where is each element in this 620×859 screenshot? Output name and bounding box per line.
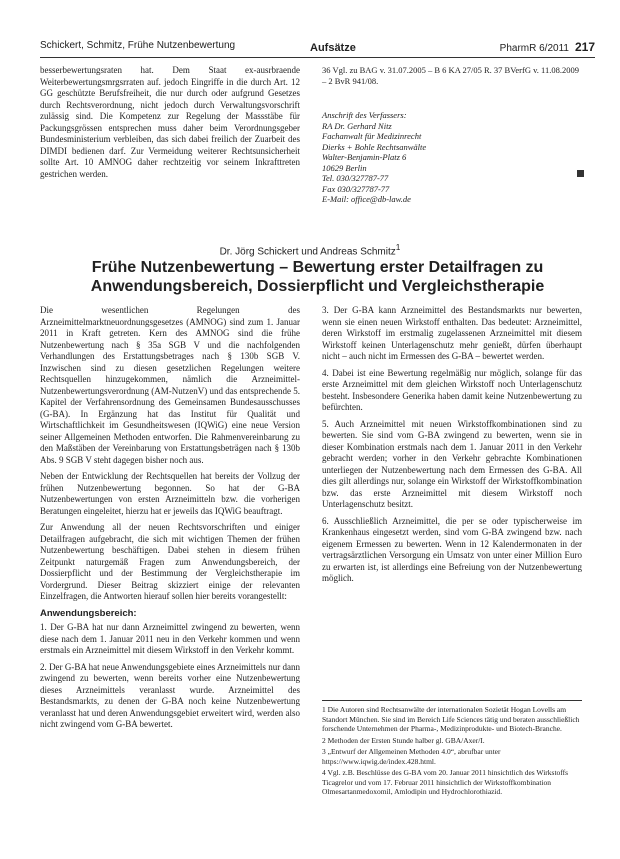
address-tel: Tel. 030/327787-77	[322, 173, 389, 183]
footnote: 4 Vgl. z.B. Beschlüsse des G-BA vom 20. Januar 2011 hinsichtlich des Wirkstoffs Ticagrelor und vom 17. Februar 2011 hinsichtlich der Wirkstoffkombination Olmesartanmedoxomil, Amlodipin und Hydrochlorothiazid.	[322, 768, 569, 796]
address-fax: Fax 030/327787-77	[322, 183, 390, 194]
article-title	[40, 258, 595, 296]
right-column	[322, 305, 582, 590]
footnote: 1 Die Autoren sind Rechtsanwälte der internationalen Sozietät Hogan Lovells am Standort München. Sie sind im Bereich Life Sciences tätig und beraten ausschließlich forschende Unternehmen der Pharma-, Medizinprodukte- und Biotech-Branche.	[322, 705, 580, 733]
journal-info	[500, 40, 595, 54]
paragraph: 4. Dabei ist eine Bewertung regelmäßig nur möglich, solange für das erste Arzneimittel mit dem gleichen Wirkstoff noch Unterlagenschutz besteht. Insbesondere Generika haben damit keine Nutzenbewertung zu befürchten.	[322, 367, 582, 412]
address-city: 10629 Berlin	[322, 162, 367, 173]
address-name: RA Dr. Gerhard Nitz	[322, 120, 392, 131]
article-authors	[0, 242, 620, 257]
header-rule	[40, 57, 595, 58]
address-street: Walter-Benjamin-Platz 6	[322, 152, 407, 162]
footnote: 2 Methoden der Ersten Stunde halber gl. GBA/Axer/I.	[322, 735, 485, 745]
paragraph: Die wesentlichen Regelungen des Arzneimittelmarktneuordnungsgesetzes (AMNOG) sind zum 1. Januar 2011 in Kraft getreten. Kern des AMNOG sind die frühe Nutzenbewertung nach § 35a SGB V und die nachfolgenden Verhandlungen des Erstattungsbetrages nach § 130b SGB V. Inzwischen sind zu diesen gesetzlichen Regelungen weitere Rechtsquellen hinzugekommen, nämlich die Arzneimittel-Nutzenbewertungsverordnung (AM-NutzenV) und das entsprechende 5. Kapitel der Verfahrensordnung des Gemeinsamen Bundesausschusses (G-BA). In Ergänzung hat das Institut für Qualität und Wirtschaftlichkeit im Gesundheitswesen (IQWiG) eine neue Version seiner Allgemeinen Methoden entworfen. Die Rahmenvereinbarung zu den Maßstäben der Vereinbarung von Erstattungsbeträgen nach § 130b Abs. 9 SGB V steht dagegen bisher noch aus.	[40, 305, 300, 465]
title-line-2: Anwendungsbereich, Dossierpflicht und Vergleichstherapie	[90, 278, 545, 295]
paragraph: 5. Auch Arzneimittel mit neuen Wirkstoffkombinationen sind zu bewerten. Sie sind vom G-BA zwingend zu bewerten, wenn sie in dieser Kombination erstmals nach dem 1. Januar 2011 in den Verkehr gebracht werden; vorher in den Verkehr gebrachte Kombinationen unterliegen der Nutzenbewertung nach dem Ermessen des G-BA. All dies gilt allerdings nur, solange ein Wirkstoff der Wirkstoffkombination bzw. das erste Arzneimittel mit diesem Wirkstoff noch Unterlagenschutz besitzt.	[322, 418, 582, 509]
address-role: Fachanwalt für Medizinrecht	[322, 131, 422, 141]
page-header	[40, 40, 595, 54]
section-label: Aufsätze	[310, 42, 356, 54]
paragraph: 6. Ausschließlich Arzneimittel, die per se oder typischerweise im Krankenhaus eingesetzt werden, sind vom G-BA zwingend bzw. nach eigenem Ermessen zu bewerten. Wenn in 12 Kalendermonaten in der vertragsärztlichen Versorgung ein Umsatz von unter einer Million Euro zu erwarten ist, ist allerdings eine Befreiung von der Nutzenbewertung möglich.	[322, 515, 582, 583]
address-email[interactable]: E-Mail: office@db-law.de	[322, 194, 411, 204]
page-number: 217	[574, 40, 595, 54]
footnotes	[322, 700, 582, 799]
address-firm: Dierks + Bohle Rechtsanwälte	[322, 141, 427, 152]
left-column	[40, 305, 300, 736]
end-of-article-marker	[577, 170, 584, 177]
address-label: Anschrift des Verfassers:	[322, 110, 407, 120]
title-line-1: Frühe Nutzenbewertung – Bewertung erster Detailfragen zu	[91, 259, 544, 276]
subheading: Anwendungsbereich:	[40, 607, 137, 619]
paragraph: Zur Anwendung all der neuen Rechtsvorschriften und einiger Detailfragen aufgebracht, die sich mit wichtigen Themen der frühen Nutzenbewertung beschäftigen. Dabei stehen in diesem frühen Zeitpunkt naturgemäß Fragen zum Anwendungsbereich, der Dossierpflicht und der Bestimmung der Vergleichstherapie im Vordergrund. Dieser Beitrag skizziert einige der relevanten Einzelfragen, die Antworten hierauf sollen hier bereits vorangestellt:	[40, 522, 300, 601]
running-head: Schickert, Schmitz, Frühe Nutzenbewertung	[40, 40, 236, 51]
authors-footnote-ref: 1	[395, 242, 401, 252]
footnote: 3 „Entwurf der Allgemeinen Methoden 4.0“, abrufbar unter https://www.iqwig.de/index.428.html.	[322, 747, 501, 766]
paragraph: 2. Der G-BA hat neue Anwendungsgebiete eines Arzneimittels nur dann zwingend zu bewerten, wenn bereits vorher eine Nutzenbewertung dieses Arzneimittels veranlasst wurde. Arzneimittel des Bestandsmarkts, zu denen der G-BA noch keine Nutzenbewertung veranlasst hat und deren Anwendungsgebiet erweitert wird, werden also nicht zwingend vom G-BA bewertet.	[40, 661, 300, 729]
previous-article-text: besserbewertungsraten hat. Dem Staat ex-ausrbraende Weiterbewertungsmrgsrraten auf. jedoch Eingriffe in die durch Art. 12 GG geschützte Berufsfreiheit, die nur durch oder aufgrund Gesetzes durch Rechtsverordnung, nicht jedoch durch Verwaltungsvorschrift zulässig sind. Die Kompetenz zur Regelung der Massstäbe für Packungsgrössen entsprechen muss daher beim Verordnungsgeber Bundesministerium verbleiben, das sich dabei freilich der Zuarbeit des DIMDI bedienen darf. Zur Vermeidung weiterer Rechtsunsicherheit sollte Art. 10 AMNOG daher rechtzeitig vor seinem Inkrafttreten gestrichen werden.	[40, 65, 300, 179]
paragraph: 1. Der G-BA hat nur dann Arzneimittel zwingend zu bewerten, wenn diese nach dem 1. Januar 2011 neu in den Verkehr kommen und wenn erstmals ein Arzneimittel mit diesem Wirkstoff in den Verkehr kommt.	[40, 622, 300, 655]
paragraph: 3. Der G-BA kann Arzneimittel des Bestandsmarkts nur bewerten, wenn sie einen neuen Wirkstoff enthalten. Das bedeutet: Arzneimittel, deren Wirkstoff im erstmalig zugelassenen Arzneimittel mit diesem Wirkstoff keinen Unterlagenschutz mehr genießt, dürfen überhaupt nicht – auch nicht im Ermessen des G-BA – bewertet werden.	[322, 305, 582, 361]
paragraph: Neben der Entwicklung der Rechtsquellen hat bereits der Vollzug der frühen Nutzenbewertung begonnen. So hat der G-BA Nutzenbewertungen von ersten Arzneimitteln bzw. die vorherigen Beratungen eingeleitet, hierzu hat er jeweils das IQWiG beauftragt.	[40, 471, 300, 516]
author-address	[322, 110, 582, 205]
previous-article-refs: 36 Vgl. zu BAG v. 31.07.2005 – B 6 KA 27/05 R. 37 BVerfG v. 11.08.2009 – 2 BvR 941/08.	[322, 65, 579, 86]
journal-issue: PharmR 6/2011	[499, 43, 569, 54]
authors-text: Dr. Jörg Schickert und Andreas Schmitz	[219, 246, 396, 258]
previous-article-end	[40, 65, 300, 185]
